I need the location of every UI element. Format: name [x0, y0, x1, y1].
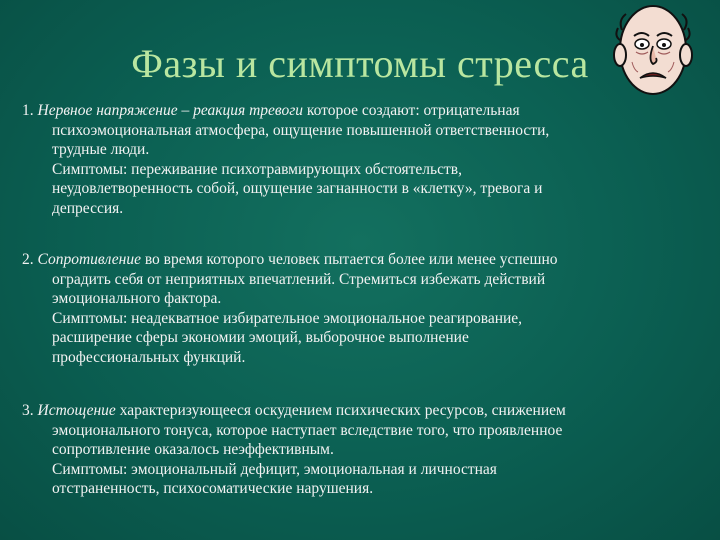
symptoms-text: переживание психотравмирующих обстоятельств, [131, 160, 462, 178]
stressed-face-icon [612, 0, 694, 98]
symptoms-line: неудовлетворенность собой, ощущение загнанности в «клетку», тревога и [52, 180, 543, 198]
phase-description-line: эмоционального фактора. [52, 290, 222, 308]
symptoms-label: Симптомы: [52, 460, 128, 478]
symptoms-text: неадекватное избирательное эмоциональное реагирование, [131, 309, 523, 327]
symptoms-label: Симптомы: [52, 309, 128, 327]
phase-description: которое создают: отрицательная [306, 102, 520, 119]
phase-item-2 [22, 250, 702, 368]
phase-number: 1. [22, 102, 34, 119]
phase-item-3 [22, 401, 702, 499]
symptoms-line: расширение сферы экономии эмоций, выборочное выполнение [52, 329, 469, 347]
phase-name: Истощение [37, 402, 116, 419]
phase-description: характеризующееся оскудением психических ресурсов, снижением [119, 402, 566, 419]
symptoms-label: Симптомы: [52, 160, 128, 178]
phase-item-1 [22, 101, 702, 219]
phase-number: 3. [22, 402, 34, 419]
slide-title: Фазы и симптомы стресса [131, 41, 589, 86]
phase-number: 2. [22, 251, 34, 268]
phase-description-line: оградить себя от неприятных впечатлений. Стремиться избежать действий [52, 270, 546, 288]
phase-description: во время которого человек пытается более или менее успешно [144, 251, 558, 268]
phase-description-line: эмоционального тонуса, которое наступает вследствие того, что проявленное [52, 421, 563, 439]
symptoms-line: отстраненность, психосоматические нарушения. [52, 480, 374, 498]
symptoms-line: профессиональных функций. [52, 348, 246, 366]
phase-description-line: психоэмоциональная атмосфера, ощущение повышенной ответственности, [52, 121, 550, 139]
symptoms-line: депрессия. [52, 199, 124, 217]
phase-description-line: сопротивление оказалось неэффективным. [52, 441, 334, 459]
phase-description-line: трудные люди. [52, 141, 150, 159]
phase-name: Нервное напряжение – реакция тревоги [37, 102, 303, 119]
phase-name: Сопротивление [37, 251, 141, 268]
symptoms-text: эмоциональный дефицит, эмоциональная и личностная [131, 460, 497, 478]
